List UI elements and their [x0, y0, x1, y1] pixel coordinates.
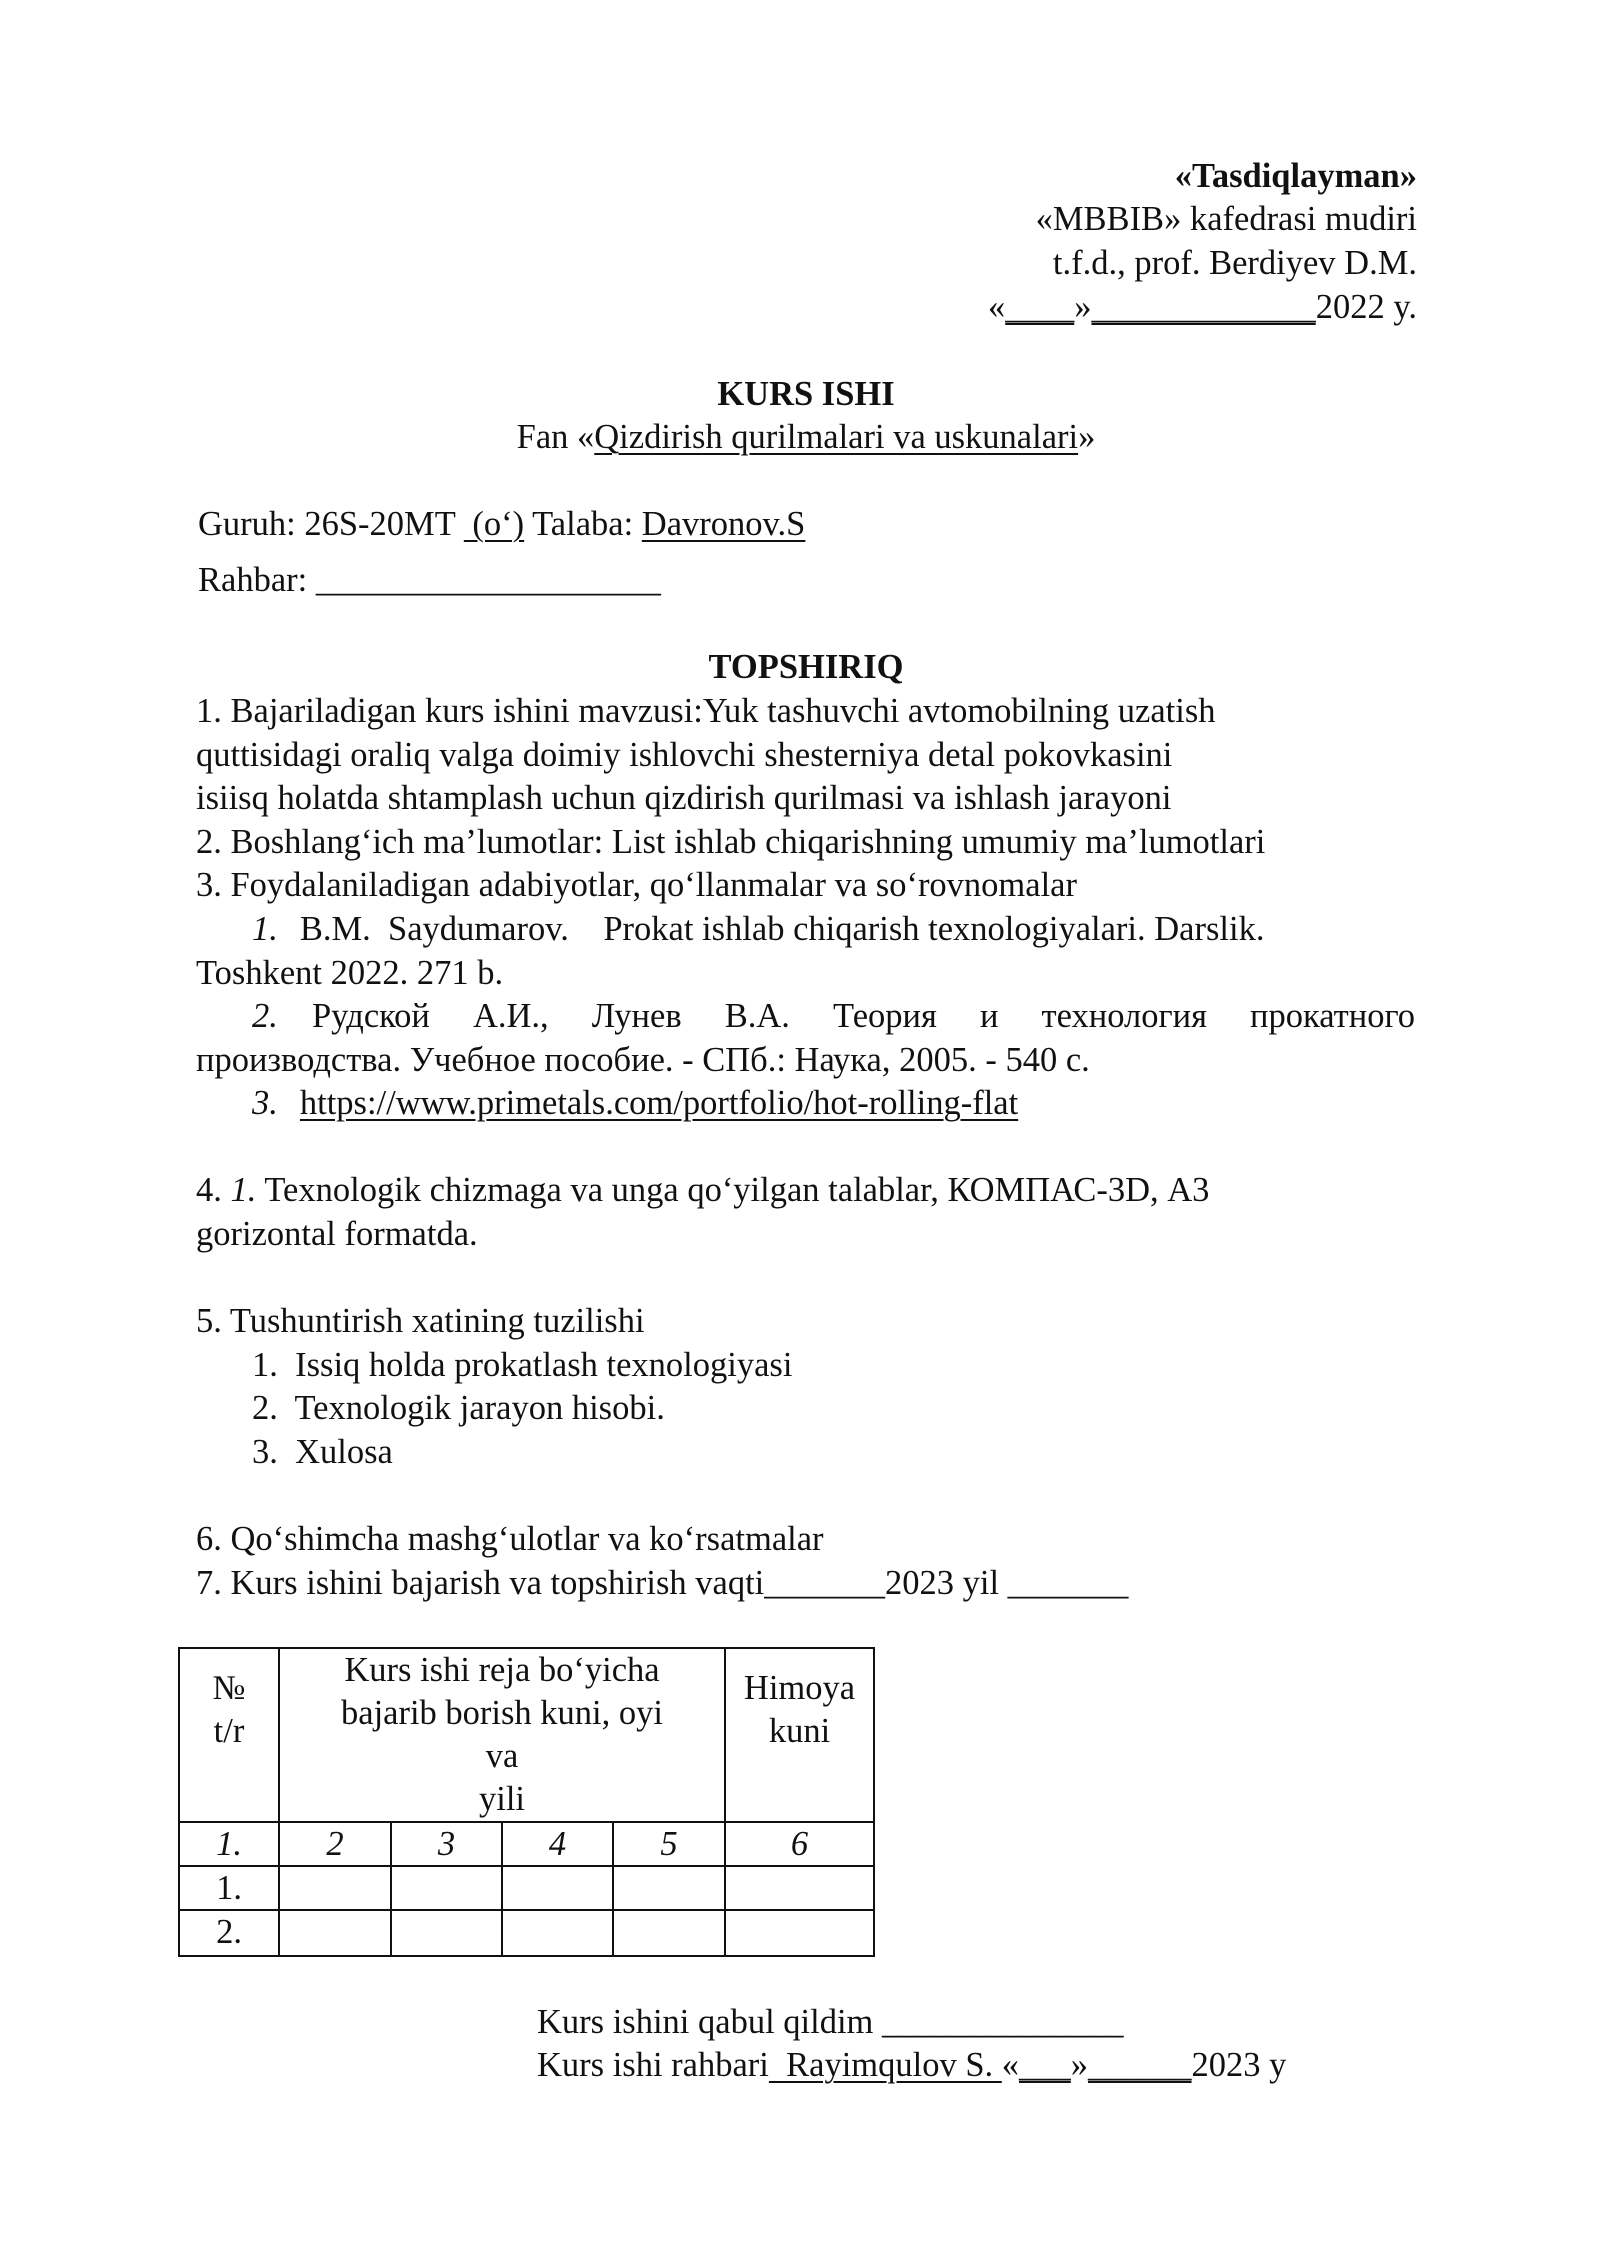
date-year: 2022 y. [1315, 288, 1417, 326]
table-row-number: 1. [216, 1869, 242, 1907]
table-header-defense-line: Himoya [743, 1669, 856, 1707]
table-col-number: 2 [326, 1825, 344, 1863]
document-title: KURS ISHI [717, 375, 895, 413]
table-header-plan-line: bajarib borish kuni, oyi [341, 1694, 663, 1732]
task-item-1-line-3: isiisq holatda shtamplash uchun qizdirish qurilmasi va ishlash jarayoni [196, 779, 1172, 817]
supervisor-name: Rayimqulov S. [768, 2046, 1002, 2084]
task-item-2: 2. Boshlang‘ich ma’lumotlar: List ishlab chiqarishning umumiy ma’lumotlari [196, 823, 1266, 861]
subject-prefix: Fan « [516, 418, 595, 456]
approval-department: «MBBIB» kafedrasi mudiri [1035, 200, 1417, 238]
subject-suffix: » [1078, 418, 1096, 456]
task-title: TOPSHIRIQ [708, 648, 904, 686]
table-header-plan [280, 1649, 724, 1821]
footer-date-year: 2023 y [1191, 2046, 1287, 2084]
table-col-number: 1. [216, 1825, 242, 1863]
footer-date-quote-open: « [1001, 2046, 1020, 2084]
approval-head: t.f.d., prof. Berdiyev D.M. [1052, 244, 1417, 282]
reference-3-link[interactable]: https://www.primetals.com/portfolio/hot-rolling-flat [299, 1084, 1019, 1122]
task-item-6: 6. Qo‘shimcha mashg‘ulotlar va ko‘rsatmalar [196, 1520, 824, 1558]
table-col-number: 5 [660, 1825, 678, 1863]
student-label: Talaba: [524, 505, 642, 543]
task-item-5: 5. Tushuntirish xatining tuzilishi [196, 1302, 645, 1340]
table-col-number: 6 [790, 1825, 809, 1863]
supervisor-label: Kurs ishi rahbari [537, 2046, 769, 2084]
task-item-4-text: Texnologik chizmaga va unga qo‘yilgan talablar, КОМПАС-3D, А3 [256, 1171, 1210, 1209]
student-name: Davronov.S [641, 505, 806, 543]
approval-title: «Tasdiqlayman» [1174, 157, 1417, 195]
footer-date-quote-close: » [1070, 2046, 1089, 2084]
table-header-defense-line: kuni [768, 1712, 831, 1750]
supervisor-line: Rahbar: ____________________ [198, 561, 661, 599]
date-quote-open: « [987, 288, 1006, 326]
task-item-1-line-2: quttisidagi oraliq valga doimiy ishlovchi shesterniya detal pokovkasini [196, 736, 1173, 774]
date-month-blank: _____________ [1091, 288, 1316, 326]
table-header-defense [726, 1667, 873, 1753]
subject-name: Qizdirish qurilmalari va uskunalari [594, 418, 1079, 456]
group-code: Guruh: 26S-20MT [198, 505, 464, 543]
table-col-number: 3 [437, 1825, 456, 1863]
accepted-line: Kurs ishini qabul qildim ______________ [537, 2003, 1124, 2041]
reference-3 [252, 1082, 1018, 1126]
reference-1-text: B.M. Saydumarov. Prokat ishlab chiqarish texnologiyalari. Darslik. [299, 910, 1265, 948]
table-header-plan-line: yili [478, 1780, 525, 1818]
table-header-number: № t/r [212, 1669, 246, 1750]
table-divider [180, 1909, 873, 1911]
approval-date [988, 286, 1417, 330]
reference-2-line-1: Рудской А.И., Лунев В.А. Теория и технология прокатного [312, 997, 1415, 1035]
reference-3-number: 3. [252, 1084, 278, 1122]
task-item-4-subnumber: 1. [230, 1171, 257, 1209]
task-item-4-prefix: 4. [196, 1171, 231, 1209]
study-form: (o‘) [463, 505, 525, 543]
date-day-blank: ____ [1005, 288, 1075, 326]
group-line [198, 503, 805, 547]
schedule-table [178, 1647, 875, 1957]
task-item-1-line-1: 1. Bajariladigan kurs ishini mavzusi:Yuk tashuvchi avtomobilning uzatish [196, 692, 1216, 730]
table-row-number: 2. [216, 1913, 242, 1951]
reference-1-line-1 [252, 908, 1264, 952]
reference-2-number-wrap [252, 995, 278, 1039]
table-col-number: 4 [548, 1825, 567, 1863]
task-item-5-sub-3: 3. Xulosa [252, 1433, 393, 1471]
footer-supervisor-line [537, 2044, 1286, 2088]
reference-2-number: 2. [252, 997, 278, 1035]
task-item-4-line-1 [196, 1169, 1209, 1213]
table-header-plan-line: Kurs ishi reja bo‘yicha [344, 1651, 660, 1689]
reference-1-line-2: Toshkent 2022. 271 b. [196, 954, 504, 992]
task-item-5-sub-1: 1. Issiq holda prokatlash texnologiyasi [252, 1346, 793, 1384]
table-header-plan-line: va [485, 1737, 519, 1775]
reference-1-number: 1. [252, 910, 278, 948]
subject-line [0, 416, 1600, 460]
task-item-3: 3. Foydalaniladigan adabiyotlar, qo‘llanmalar va so‘rovnomalar [196, 866, 1077, 904]
date-quote-close: » [1074, 288, 1092, 326]
task-item-7: 7. Kurs ishini bajarish va topshirish vaqti_______2023 yil _______ [196, 1564, 1129, 1602]
footer-date-month-blank: ______ [1088, 2046, 1192, 2084]
task-item-5-sub-2: 2. Texnologik jarayon hisobi. [252, 1389, 665, 1427]
footer-date-day-blank: ___ [1019, 2046, 1071, 2084]
reference-2-line-2: производства. Учебное пособие. - СПб.: Наука, 2005. - 540 с. [196, 1041, 1090, 1079]
task-item-4-line-2: gorizontal formatda. [196, 1215, 478, 1253]
